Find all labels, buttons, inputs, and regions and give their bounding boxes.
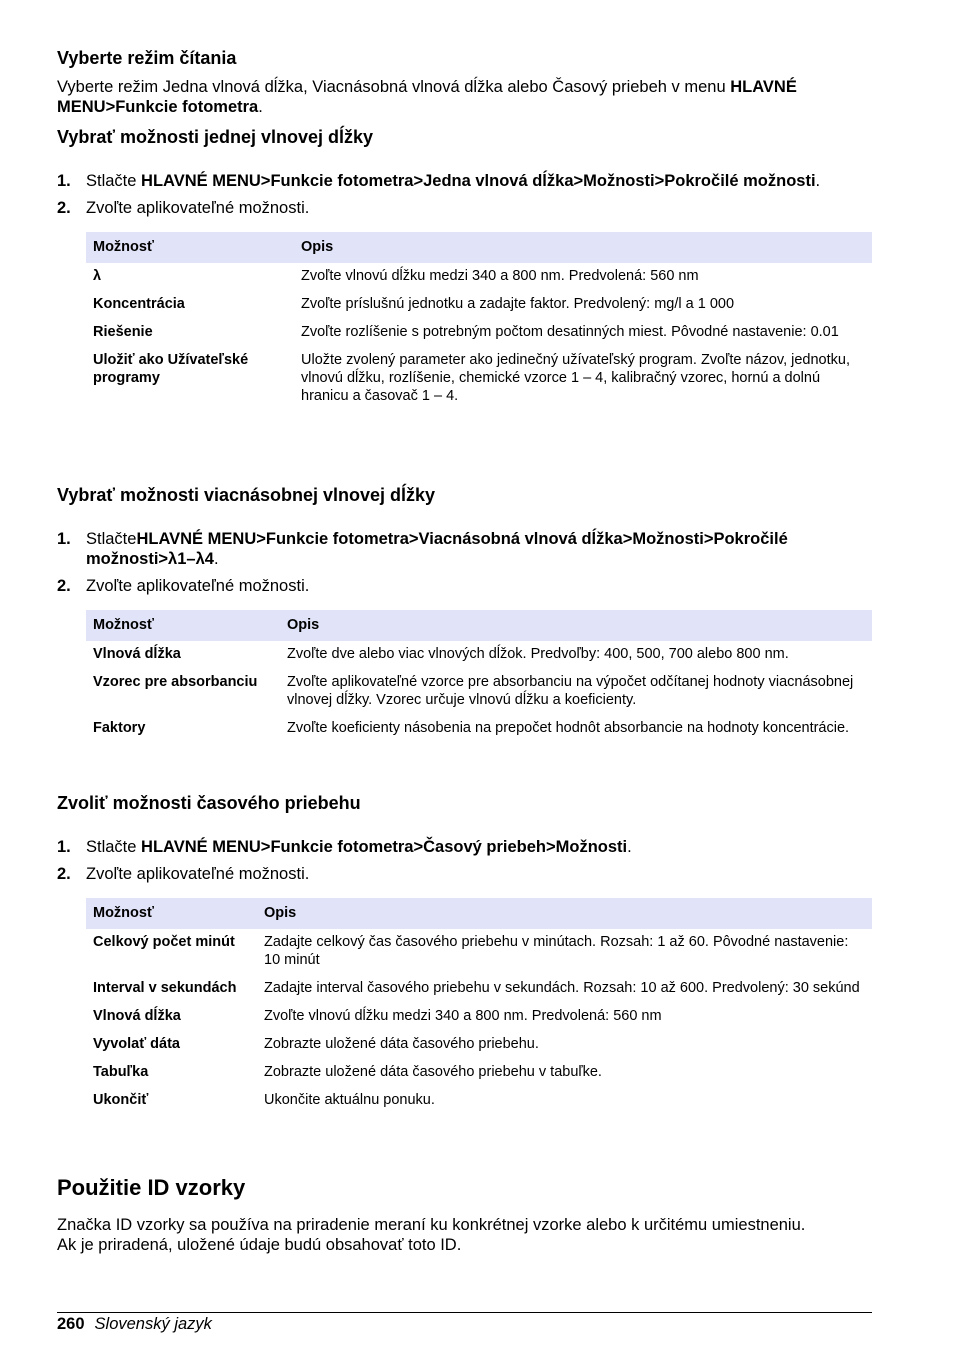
header-option: Možnosť (86, 898, 257, 929)
sample-id-paragraph: Značka ID vzorky sa používa na priradenie meraní ku konkrétnej vzorke alebo k určitému umiestneniu. Ak je priradená, uložené údaje budú obsahovať toto ID. (57, 1216, 806, 1254)
menu-path: HLAVNÉ MENU>Funkcie fotometra>Jedna vlnová dĺžka>Možnosti>Pokročilé možnosti (141, 172, 816, 190)
steps-list (57, 837, 872, 884)
option-name: Vyvolať dáta (93, 1036, 180, 1052)
step-1: 1. StlačteHLAVNÉ MENU>Funkcie fotometra>Viacnásobná vlnová dĺžka>Možnosti>Pokročilé možnosti>λ1–λ4. (57, 530, 788, 568)
header-option: Možnosť (86, 232, 294, 263)
table-row (86, 1059, 872, 1087)
option-desc: Uložte zvolený parameter ako jedinečný užívateľský program. Zvoľte názov, jednotku, vlnovú dĺžku, rozlíšenie, chemické vzorce 1 – 4, kalibračný vzorec, hornú a dolnú hranicu a časovač 1 – 4. (301, 352, 850, 404)
header-description: Opis (280, 610, 872, 641)
page-footer (57, 1312, 872, 1334)
option-desc: Zvoľte rozlíšenie s potrebným počtom desatinných miest. Pôvodné nastavenie: 0.01 (301, 324, 839, 340)
steps-list (57, 171, 872, 218)
text: Vyberte režim Jedna vlnová dĺžka, Viacnásobná vlnová dĺžka alebo Časový priebeh v menu (57, 78, 731, 96)
section-title-read-mode: Vyberte režim čítania (57, 48, 237, 68)
text: . (258, 98, 263, 116)
table-row (86, 1003, 872, 1031)
table-row (86, 263, 872, 291)
options-table-time (86, 898, 872, 1115)
option-name: Ukončiť (93, 1092, 149, 1108)
step-1: 1. Stlačte HLAVNÉ MENU>Funkcie fotometra>Jedna vlnová dĺžka>Možnosti>Pokročilé možnosti. (57, 172, 821, 190)
option-desc: Zvoľte aplikovateľné vzorce pre absorbanciu na výpočet odčítanej hodnoty viacnásobnej vlnovej dĺžky. Vzorec určuje vlnovú dĺžku a koeficienty. (287, 674, 854, 708)
text: Stlačte (86, 838, 142, 856)
table-row (86, 291, 872, 319)
header-description: Opis (294, 232, 872, 263)
read-mode-paragraph (57, 77, 872, 117)
text: Zvoľte aplikovateľné možnosti. (86, 577, 310, 595)
option-name: Interval v sekundách (93, 980, 237, 996)
text: Zvoľte aplikovateľné možnosti. (86, 865, 310, 883)
table-row (86, 1031, 872, 1059)
option-desc: Zvoľte vlnovú dĺžku medzi 340 a 800 nm. Predvolená: 560 nm (264, 1008, 662, 1024)
text: . (815, 172, 821, 190)
step-2: 2. Zvoľte aplikovateľné možnosti. (57, 199, 310, 217)
table-row (86, 975, 872, 1003)
option-name: Koncentrácia (93, 296, 185, 312)
table-row (86, 641, 872, 669)
menu-path: HLAVNÉ MENU>Funkcie fotometra>Viacnásobná vlnová dĺžka>Možnosti>Pokročilé možnosti>λ1–λ4 (86, 530, 788, 568)
option-name: Vzorec pre absorbanciu (93, 674, 258, 690)
option-desc: Zvoľte príslušnú jednotku a zadajte faktor. Predvolený: mg/l a 1 000 (301, 296, 735, 312)
page-number: 260 (57, 1315, 85, 1333)
option-desc: Zobrazte uložené dáta časového priebehu v tabuľke. (264, 1064, 602, 1080)
option-desc: Ukončite aktuálnu ponuku. (264, 1092, 435, 1108)
menu-path: HLAVNÉ MENU>Funkcie fotometra>Časový priebeh>Možnosti (141, 838, 628, 856)
steps-list (57, 529, 872, 596)
option-desc: Zvoľte vlnovú dĺžku medzi 340 a 800 nm. Predvolená: 560 nm (301, 268, 699, 284)
text: . (627, 838, 632, 856)
step-2: 2. Zvoľte aplikovateľné možnosti. (57, 577, 310, 595)
option-name: Vlnová dĺžka (93, 1008, 181, 1024)
options-table-single (86, 232, 872, 411)
section-title-multi-wavelength: Vybrať možnosti viacnásobnej vlnovej dĺžky (57, 485, 436, 505)
section-title-sample-id: Použitie ID vzorky (57, 1175, 246, 1200)
table-row (86, 347, 872, 411)
table-row (86, 929, 872, 975)
text: Stlačte (86, 530, 137, 548)
option-name: Riešenie (93, 324, 153, 340)
option-name: Faktory (93, 720, 146, 736)
option-name: Vlnová dĺžka (93, 646, 181, 662)
option-desc: Zvoľte dve alebo viac vlnových dĺžok. Predvoľby: 400, 500, 700 alebo 800 nm. (287, 646, 789, 662)
text: . (213, 550, 219, 568)
table-row (86, 319, 872, 347)
option-desc: Zvoľte koeficienty násobenia na prepočet hodnôt absorbancie na hodnoty koncentrácie. (287, 720, 850, 736)
footer-language: Slovenský jazyk (94, 1315, 212, 1333)
option-name: Tabuľka (93, 1064, 149, 1080)
option-name: Uložiť ako Užívateľské programy (93, 352, 249, 386)
option-desc: Zadajte celkový čas časového priebehu v minútach. Rozsah: 1 až 60. Pôvodné nastavenie: 10 minút (264, 934, 849, 968)
table-row (86, 715, 872, 743)
text: Zvoľte aplikovateľné možnosti. (86, 199, 310, 217)
menu-path: HLAVNÉ MENU>Funkcie fotometra (57, 78, 797, 116)
step-1: 1. Stlačte HLAVNÉ MENU>Funkcie fotometra>Časový priebeh>Možnosti. (57, 838, 632, 856)
option-desc: Zadajte interval časového priebehu v sekundách. Rozsah: 10 až 600. Predvolený: 30 sekúnd (264, 980, 860, 996)
text: Stlačte (86, 172, 142, 190)
options-table-multi (86, 610, 872, 743)
table-row (86, 669, 872, 715)
section-title-single-wavelength: Vybrať možnosti jednej vlnovej dĺžky (57, 127, 374, 147)
step-2: 2. Zvoľte aplikovateľné možnosti. (57, 865, 310, 883)
option-name: Celkový počet minút (93, 934, 235, 950)
header-description: Opis (257, 898, 872, 929)
header-option: Možnosť (86, 610, 280, 641)
option-name: λ (93, 268, 102, 284)
table-row (86, 1087, 872, 1115)
option-desc: Zobrazte uložené dáta časového priebehu. (264, 1036, 539, 1052)
section-title-time-course: Zvoliť možnosti časového priebehu (57, 793, 361, 813)
